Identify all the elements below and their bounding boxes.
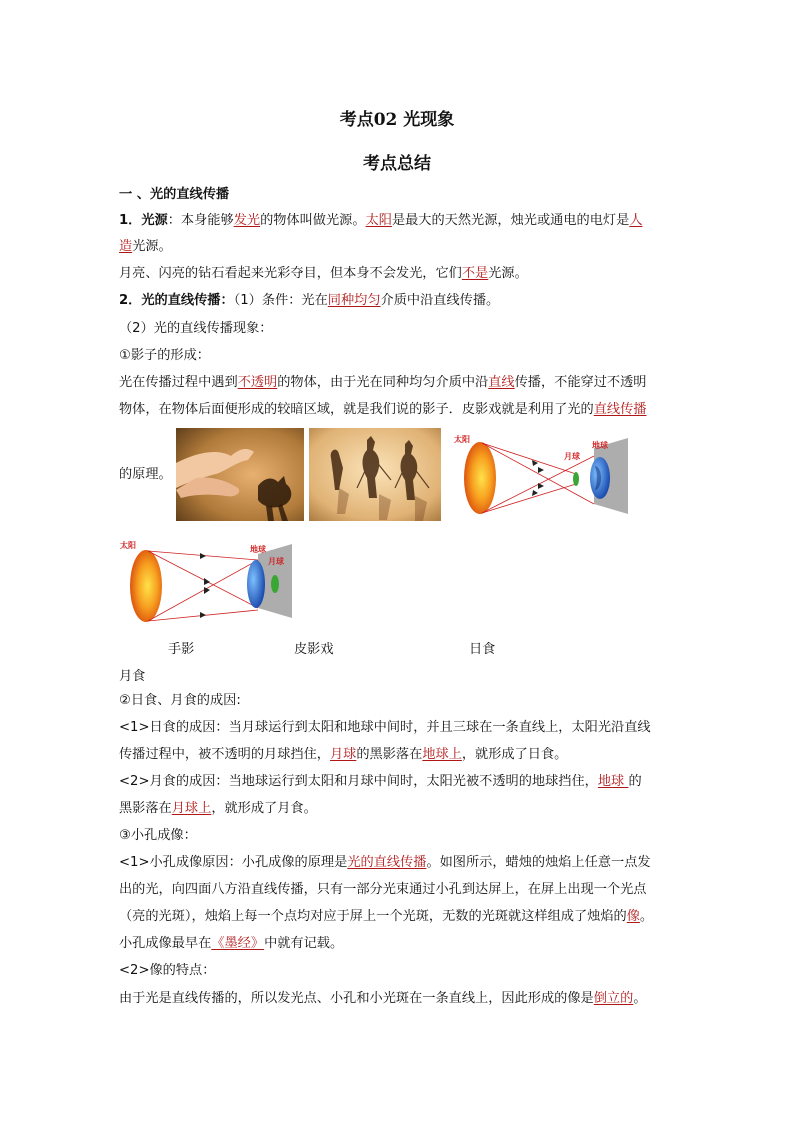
- paragraph-not-light-source: 月亮、闪亮的钻石看起来光彩夺目，但本身不会发光，它们不是光源。: [119, 266, 528, 281]
- lunar-moon-label: 月球: [268, 557, 284, 566]
- paragraph-shadow-heading: ①影子的形成：: [119, 348, 210, 363]
- solar-moon-label: 月球: [564, 452, 580, 461]
- paragraph-shadow-line1: 光在传播过程中遇到不透明的物体，由于光在同种均匀介质中沿直线传播，不能穿过不透明: [119, 375, 647, 390]
- paragraph-pinhole-line2: 出的光，向四面八方沿直线传播，只有一部分光束通过小孔到达屏上，在屏上出现一个光点: [119, 882, 647, 897]
- paragraph-solar-line1: <1>日食的成因：当月球运行到太阳和地球中间时，并且三球在一条直线上，太阳光沿直线: [119, 720, 651, 735]
- solar-eclipse-diagram: [452, 430, 632, 522]
- paragraph-eclipse-heading: ②日食、月食的成因:: [119, 693, 241, 708]
- paragraph-light-source: 1．光源：本身能够发光的物体叫做光源。太阳是最大的天然光源，烛光或通电的电灯是人: [119, 213, 643, 228]
- solar-earth-label: 地球: [592, 441, 608, 450]
- paragraph-solar-line2: 传播过程中，被不透明的月球挡住，月球的黑影落在地球上，就形成了日食。: [119, 747, 568, 762]
- paragraph-straight-line: 2．光的直线传播：（1）条件：光在同种均匀介质中沿直线传播。: [119, 293, 500, 308]
- paragraph-shadow-line2: 物体，在物体后面便形成的较暗区域，就是我们说的影子．皮影戏就是利用了光的直线传播: [119, 402, 647, 417]
- paragraph-pinhole-line1: <1>小孔成像原因：小孔成像的原理是光的直线传播。如图所示，蜡烛的烛焰上任意一点发: [119, 855, 651, 870]
- page-title: 考点02 光现象: [339, 110, 455, 130]
- shadow-puppet-photo: [309, 428, 441, 521]
- paragraph-image-features: 由于光是直线传播的，所以发光点、小孔和小光斑在一条直线上，因此形成的像是倒立的。: [119, 991, 647, 1006]
- solar-sun-label: 太阳: [454, 435, 470, 444]
- caption-solar-eclipse: 日食: [469, 642, 496, 657]
- hand-shadow-photo: [176, 428, 304, 521]
- page-subtitle: 考点总结: [363, 154, 431, 174]
- section-heading: 一 、光的直线传播: [119, 187, 230, 202]
- lunar-sun-label: 太阳: [120, 541, 136, 550]
- lunar-earth-label: 地球: [250, 545, 266, 554]
- paragraph-lunar-line1: <2>月食的成因：当地球运行到太阳和月球中间时，太阳光被不透明的地球挡住，地球 的: [119, 774, 642, 789]
- paragraph-lunar-line2: 黑影落在月球上，就形成了月食。: [119, 801, 317, 816]
- caption-shadow-puppet: 皮影戏: [294, 642, 334, 657]
- caption-lunar-eclipse: 月食: [119, 669, 146, 684]
- paragraph-image-features-heading: <2>像的特点：: [119, 963, 216, 978]
- lunar-eclipse-diagram: [118, 538, 296, 628]
- paragraph-shadow-line3: 的原理。: [119, 467, 172, 482]
- paragraph-pinhole-heading: ③小孔成像：: [119, 828, 197, 843]
- caption-hand-shadow: 手影: [168, 642, 195, 657]
- paragraph-light-source-cont: 造光源。: [119, 239, 172, 254]
- paragraph-phenomena: （2）光的直线传播现象：: [119, 321, 273, 336]
- paragraph-pinhole-line4: 小孔成像最早在《墨经》中就有记载。: [119, 936, 344, 951]
- paragraph-pinhole-line3: （亮的光斑），烛焰上每一个点均对应于屏上一个光斑，无数的光斑就这样组成了烛焰的像。: [119, 909, 654, 924]
